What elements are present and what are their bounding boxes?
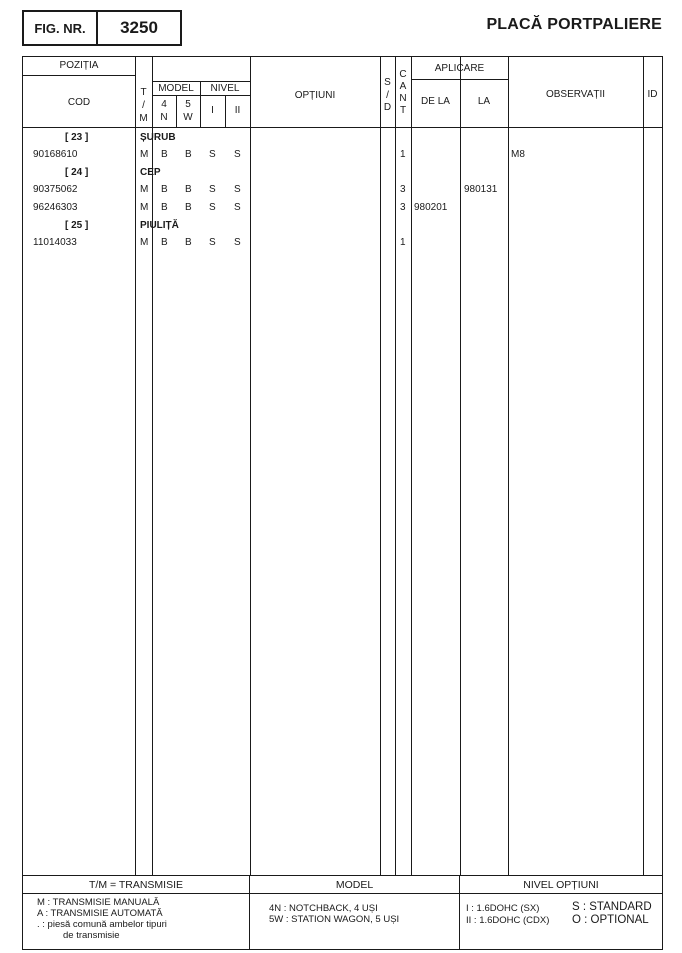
row-tm: M: [140, 237, 149, 248]
row-nivel-ii: S: [234, 202, 241, 213]
header-nivel: NIVEL: [210, 83, 240, 94]
row-nivel-ii: S: [234, 184, 241, 195]
header-cant-n: N: [399, 93, 407, 104]
header-cant-t: T: [399, 105, 407, 116]
hline-model-sub: [152, 95, 250, 96]
group-position: [ 23 ]: [65, 132, 89, 143]
row-model-5w: B: [185, 184, 192, 195]
header-model: MODEL: [158, 83, 194, 94]
header-model-5: 5: [185, 99, 191, 110]
header-nivel-i: I: [211, 105, 214, 116]
header-tm-m: M: [139, 113, 148, 124]
hline-model-top: [152, 81, 250, 82]
legend-nivel-line: II : 1.6DOHC (CDX): [466, 915, 550, 926]
figure-label: FIG. NR.: [24, 12, 98, 44]
header-de-la: DE LA: [421, 96, 450, 107]
row-cod: 90375062: [33, 184, 78, 195]
row-model-4n: B: [161, 202, 168, 213]
legend-model-title: MODEL: [250, 876, 459, 894]
header-aplicare: APLICARE: [434, 63, 485, 74]
row-cant: 3: [400, 184, 406, 195]
legend-model-line: 4N : NOTCHBACK, 4 UȘI: [269, 903, 378, 914]
group-position: [ 24 ]: [65, 167, 89, 178]
group-name: ȘURUB: [140, 132, 176, 143]
header-model-4: 4: [161, 99, 167, 110]
row-tm: M: [140, 149, 149, 160]
divider-cod: [135, 57, 136, 875]
row-model-5w: B: [185, 149, 192, 160]
legend-tm-line: de transmisie: [63, 930, 120, 941]
page-title: PLACĂ PORTPALIERE: [486, 16, 662, 33]
hline-aplicare: [411, 79, 508, 80]
row-nivel-i: S: [209, 202, 216, 213]
row-model-4n: B: [161, 149, 168, 160]
hline-pozitia: [23, 75, 135, 76]
legend-tm-line: . : piesă comună ambelor tipuri: [37, 919, 167, 930]
header-model-w: W: [183, 112, 193, 123]
header-tm-slash: /: [142, 100, 145, 111]
legend-tm-line: M : TRANSMISIE MANUALĂ: [37, 897, 160, 908]
legend-optional: O : OPTIONAL: [572, 914, 649, 926]
header-optiuni: OPȚIUNI: [294, 90, 336, 101]
group-name: PIULIȚĂ: [140, 220, 179, 231]
row-cod: 11014033: [33, 237, 77, 248]
row-nivel-i: S: [209, 237, 216, 248]
header-cod: COD: [67, 97, 91, 108]
header-id: ID: [647, 89, 658, 100]
header-cant-a: A: [399, 81, 407, 92]
row-tm: M: [140, 202, 149, 213]
row-observatii: M8: [511, 149, 525, 160]
divider-tm: [152, 57, 153, 875]
legend-transmission: [23, 876, 250, 949]
header-nivel-ii: II: [234, 105, 241, 116]
divider-dela: [460, 57, 461, 875]
row-cant: 1: [400, 149, 406, 160]
row-cod: 90168610: [33, 149, 78, 160]
header-model-n: N: [160, 112, 168, 123]
row-model-5w: B: [185, 202, 192, 213]
legend-nivel: [460, 876, 662, 949]
row-model-5w: B: [185, 237, 192, 248]
header-sd-s: S: [384, 77, 391, 88]
group-name: CEP: [140, 167, 161, 178]
row-nivel-ii: S: [234, 149, 241, 160]
legend-standard: S : STANDARD: [572, 901, 652, 913]
figure-number-box: [22, 10, 182, 46]
header-pozitia: POZIȚIA: [59, 60, 99, 71]
row-la: 980131: [464, 184, 498, 195]
row-cant: 1: [400, 237, 406, 248]
header-cant-c: C: [399, 69, 407, 80]
legend-nivel-line: I : 1.6DOHC (SX): [466, 903, 540, 914]
row-nivel-i: S: [209, 149, 216, 160]
row-cant: 3: [400, 202, 406, 213]
header-observatii: OBSERVAȚII: [545, 89, 606, 100]
figure-number: 3250: [120, 18, 158, 37]
row-tm: M: [140, 184, 149, 195]
row-model-4n: B: [161, 237, 168, 248]
row-de-la: 980201: [414, 202, 448, 213]
parts-table: [22, 56, 663, 876]
row-model-4n: B: [161, 184, 168, 195]
header-la: LA: [477, 96, 491, 107]
header-sd-d: D: [383, 102, 392, 113]
legend-tm-line: A : TRANSMISIE AUTOMATĂ: [37, 908, 163, 919]
legend-model-line: 5W : STATION WAGON, 5 UȘI: [269, 914, 400, 925]
row-cod: 96246303: [33, 202, 78, 213]
row-nivel-i: S: [209, 184, 216, 195]
legend: [22, 876, 663, 950]
hline-header-bottom: [23, 127, 662, 128]
legend-tm-title: T/M = TRANSMISIE: [23, 876, 249, 894]
header-sd-slash: /: [386, 90, 389, 101]
group-position: [ 25 ]: [65, 220, 89, 231]
divider-optiuni: [380, 57, 381, 875]
divider-nivel: [250, 57, 251, 875]
divider-sd: [395, 57, 396, 875]
divider-obs: [643, 57, 644, 875]
divider-cant: [411, 57, 412, 875]
legend-nivel-title: NIVEL OPȚIUNI: [460, 876, 662, 894]
divider-la: [508, 57, 509, 875]
row-nivel-ii: S: [234, 237, 241, 248]
legend-model: [250, 876, 460, 949]
header-tm-t: T: [140, 87, 147, 98]
